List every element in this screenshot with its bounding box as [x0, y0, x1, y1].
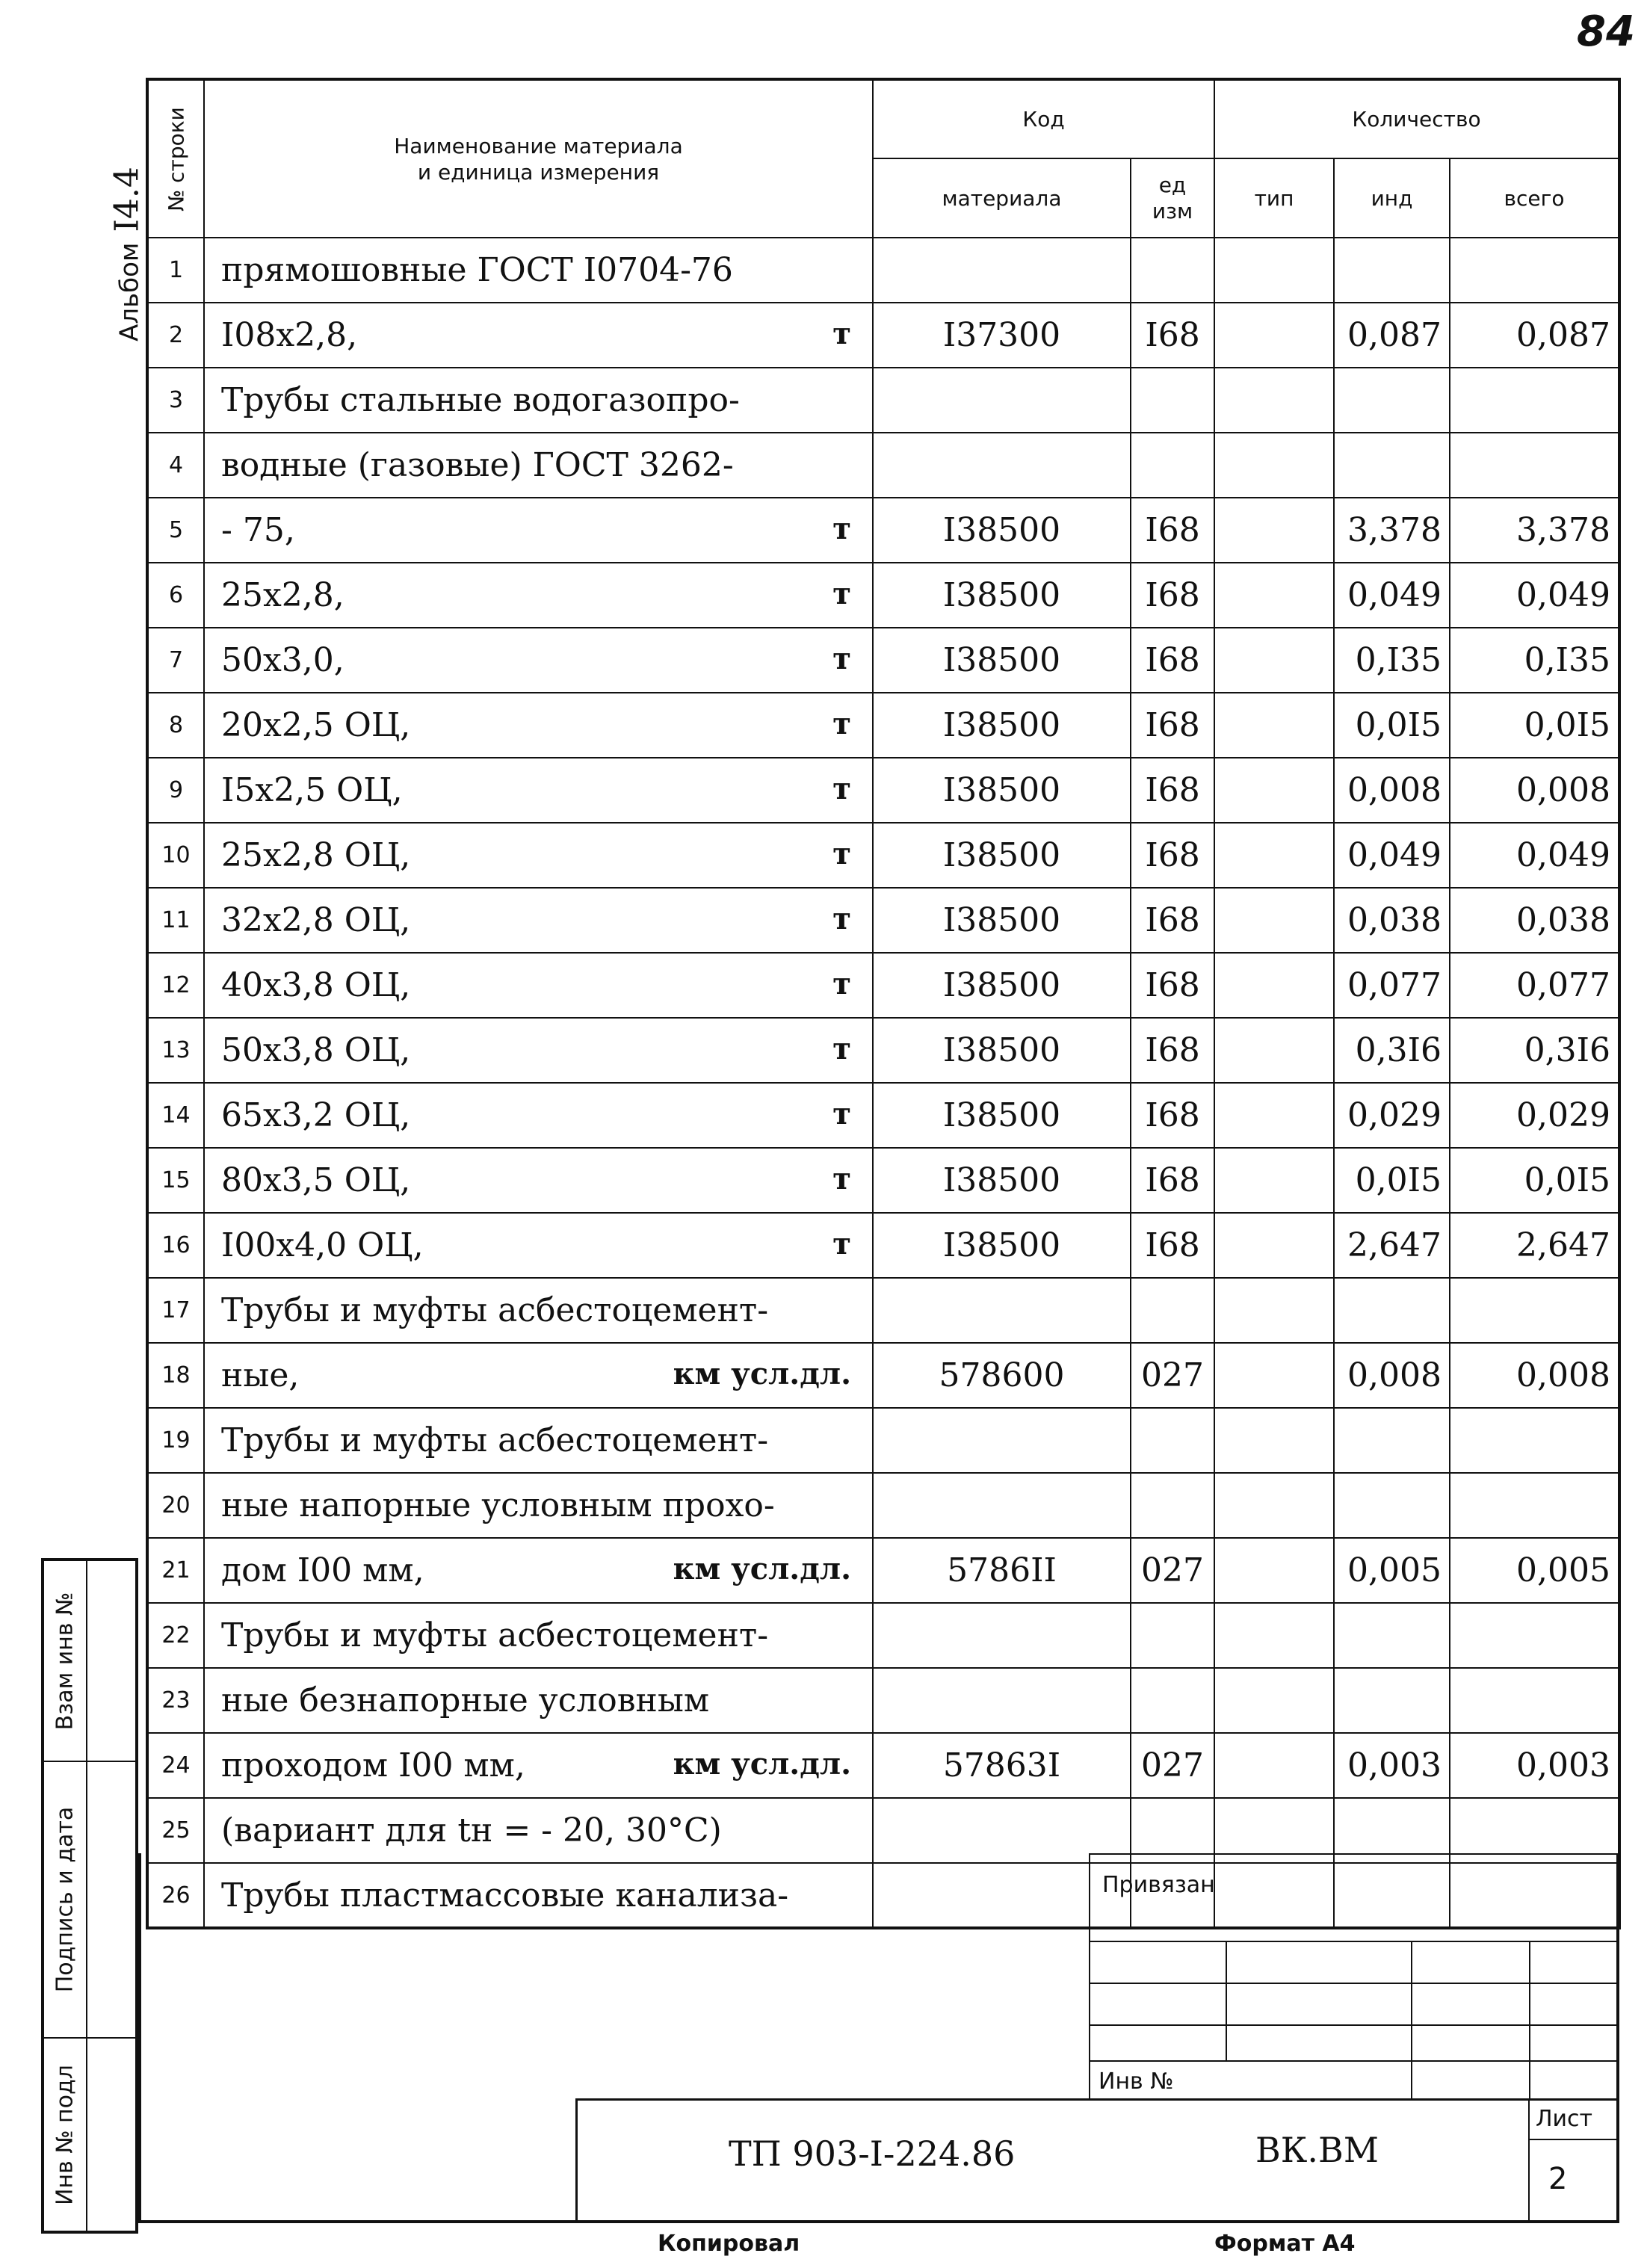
materials-table	[146, 78, 1621, 1929]
album-label	[108, 167, 146, 342]
quantity-ind	[1334, 1473, 1450, 1538]
material-name: ные безнапорные условным	[204, 1668, 873, 1733]
table-row	[147, 1733, 1619, 1798]
unit-code: I68	[1131, 1083, 1214, 1148]
unit-code: I68	[1131, 498, 1214, 563]
material-name: 50х3,0, т	[204, 628, 873, 693]
measure-unit: км усл.дл.	[673, 1551, 851, 1586]
quantity-ind	[1334, 433, 1450, 498]
quantity-total: 2,647	[1450, 1213, 1619, 1278]
quantity-total: 0,008	[1450, 1343, 1619, 1408]
quantity-ind: 0,049	[1334, 823, 1450, 888]
page-number: 84	[1577, 7, 1635, 56]
unit-code: I68	[1131, 563, 1214, 628]
quantity-type	[1214, 303, 1334, 368]
header-material-code: материала	[873, 158, 1131, 238]
material-code: I38500	[873, 758, 1131, 823]
unit-code: 027	[1131, 1343, 1214, 1408]
quantity-type	[1214, 758, 1334, 823]
measure-unit: т	[832, 1031, 851, 1066]
quantity-ind: 3,378	[1334, 498, 1450, 563]
table-row	[147, 1473, 1619, 1538]
material-name: Трубы и муфты асбестоцемент-	[204, 1408, 873, 1473]
sheet-number: 2	[1548, 2162, 1568, 2196]
material-name: I08х2,8, т	[204, 303, 873, 368]
material-name: Трубы и муфты асбестоцемент-	[204, 1278, 873, 1343]
quantity-ind: 0,038	[1334, 888, 1450, 953]
unit-code: I68	[1131, 953, 1214, 1018]
row-number: 15	[147, 1148, 204, 1213]
copied-label: Копировал	[658, 2231, 800, 2257]
measure-unit: т	[832, 1161, 851, 1196]
material-name: 25х2,8 ОЦ, т	[204, 823, 873, 888]
quantity-type	[1214, 1408, 1334, 1473]
quantity-ind	[1334, 1408, 1450, 1473]
sheet-label: Лист	[1536, 2106, 1593, 2132]
quantity-total	[1450, 1668, 1619, 1733]
unit-code: 027	[1131, 1733, 1214, 1798]
quantity-type	[1214, 563, 1334, 628]
table-row	[147, 1148, 1619, 1213]
format-label: Формат А4	[1214, 2231, 1356, 2257]
material-code: I38500	[873, 1083, 1131, 1148]
quantity-ind: 0,003	[1334, 1733, 1450, 1798]
quantity-ind: 0,0I5	[1334, 1148, 1450, 1213]
swap-inv-label: Взам инв №	[43, 1560, 87, 1761]
measure-unit: т	[832, 1096, 851, 1131]
row-number: 5	[147, 498, 204, 563]
table-row	[147, 563, 1619, 628]
unit-code: I68	[1131, 1148, 1214, 1213]
quantity-type	[1214, 1213, 1334, 1278]
header-quantity-ind: инд	[1334, 158, 1450, 238]
quantity-total: 0,005	[1450, 1538, 1619, 1603]
material-code: I38500	[873, 823, 1131, 888]
quantity-ind: 0,008	[1334, 1343, 1450, 1408]
quantity-ind: 0,029	[1334, 1083, 1450, 1148]
material-code	[873, 238, 1131, 303]
material-name: ные, км усл.дл.	[204, 1343, 873, 1408]
quantity-type	[1214, 1278, 1334, 1343]
unit-code	[1131, 1668, 1214, 1733]
material-code: I38500	[873, 498, 1131, 563]
quantity-total: 3,378	[1450, 498, 1619, 563]
quantity-type	[1214, 238, 1334, 303]
material-name: 40х3,8 ОЦ, т	[204, 953, 873, 1018]
row-number: 6	[147, 563, 204, 628]
material-name: Трубы пластмассовые канализа-	[204, 1863, 873, 1928]
quantity-ind: 0,I35	[1334, 628, 1450, 693]
table-row	[147, 953, 1619, 1018]
material-code	[873, 1473, 1131, 1538]
row-number: 14	[147, 1083, 204, 1148]
quantity-type	[1214, 888, 1334, 953]
quantity-ind: 0,3I6	[1334, 1018, 1450, 1083]
quantity-type	[1214, 1343, 1334, 1408]
table-row	[147, 693, 1619, 758]
measure-unit: т	[832, 576, 851, 611]
unit-code: I68	[1131, 303, 1214, 368]
quantity-type	[1214, 1083, 1334, 1148]
material-code: I38500	[873, 1018, 1131, 1083]
row-number: 17	[147, 1278, 204, 1343]
quantity-type	[1214, 628, 1334, 693]
document-code: ТП 903-I-224.86	[729, 2133, 1016, 2174]
material-name: 65х3,2 ОЦ, т	[204, 1083, 873, 1148]
quantity-ind: 0,077	[1334, 953, 1450, 1018]
quantity-total	[1450, 238, 1619, 303]
unit-code: I68	[1131, 888, 1214, 953]
row-number: 1	[147, 238, 204, 303]
quantity-ind	[1334, 368, 1450, 433]
quantity-total: 0,077	[1450, 953, 1619, 1018]
side-stamp	[41, 1558, 138, 2234]
row-number: 13	[147, 1018, 204, 1083]
row-number: 18	[147, 1343, 204, 1408]
album-label-text: Альбом	[114, 242, 145, 342]
quantity-ind: 2,647	[1334, 1213, 1450, 1278]
quantity-ind	[1334, 1278, 1450, 1343]
quantity-ind	[1334, 1603, 1450, 1668]
table-row	[147, 1408, 1619, 1473]
quantity-ind	[1334, 1668, 1450, 1733]
row-number: 8	[147, 693, 204, 758]
header-code-group: Код	[873, 79, 1214, 158]
row-number: 26	[147, 1863, 204, 1928]
material-code: I37300	[873, 303, 1131, 368]
table-row	[147, 368, 1619, 433]
unit-code: I68	[1131, 1018, 1214, 1083]
quantity-total: 0,008	[1450, 758, 1619, 823]
material-name: Трубы стальные водогазопро-	[204, 368, 873, 433]
row-number: 11	[147, 888, 204, 953]
table-row	[147, 303, 1619, 368]
unit-code: I68	[1131, 693, 1214, 758]
table-body	[147, 238, 1619, 1928]
material-name: 80х3,5 ОЦ, т	[204, 1148, 873, 1213]
quantity-total	[1450, 433, 1619, 498]
row-number: 9	[147, 758, 204, 823]
measure-unit: т	[832, 771, 851, 806]
quantity-total: 0,029	[1450, 1083, 1619, 1148]
material-code	[873, 433, 1131, 498]
measure-unit: т	[832, 706, 851, 741]
attached-grid-col-1	[1226, 1941, 1412, 2062]
table-row	[147, 1213, 1619, 1278]
material-name: прямошовные ГОСТ I0704-76	[204, 238, 873, 303]
sign-date-field	[87, 1761, 137, 2038]
row-number: 10	[147, 823, 204, 888]
quantity-type	[1214, 953, 1334, 1018]
measure-unit: т	[832, 641, 851, 676]
table-row	[147, 628, 1619, 693]
material-code: I38500	[873, 1148, 1131, 1213]
unit-code	[1131, 433, 1214, 498]
quantity-total	[1450, 1473, 1619, 1538]
unit-code: 027	[1131, 1538, 1214, 1603]
quantity-total: 0,087	[1450, 303, 1619, 368]
table-row	[147, 498, 1619, 563]
table-row	[147, 1668, 1619, 1733]
quantity-type	[1214, 368, 1334, 433]
material-name: проходом I00 мм, км усл.дл.	[204, 1733, 873, 1798]
material-name: дом I00 мм, км усл.дл.	[204, 1538, 873, 1603]
material-code: 5786II	[873, 1538, 1131, 1603]
material-code: I38500	[873, 693, 1131, 758]
attached-label: Привязан	[1102, 1872, 1215, 1898]
row-number: 4	[147, 433, 204, 498]
material-code	[873, 1603, 1131, 1668]
material-code	[873, 368, 1131, 433]
quantity-type	[1214, 1603, 1334, 1668]
row-number: 12	[147, 953, 204, 1018]
row-number: 23	[147, 1668, 204, 1733]
quantity-type	[1214, 433, 1334, 498]
unit-code: I68	[1131, 1213, 1214, 1278]
material-name: 20х2,5 ОЦ, т	[204, 693, 873, 758]
table-row	[147, 1538, 1619, 1603]
quantity-type	[1214, 693, 1334, 758]
quantity-total: 0,0I5	[1450, 693, 1619, 758]
unit-code	[1131, 1408, 1214, 1473]
table-row	[147, 823, 1619, 888]
inv-orig-label: Инв № подл	[43, 2038, 87, 2232]
quantity-ind: 0,005	[1334, 1538, 1450, 1603]
material-code: I38500	[873, 628, 1131, 693]
inv-orig-field	[87, 2038, 137, 2232]
quantity-ind: 0,049	[1334, 563, 1450, 628]
measure-unit: т	[832, 836, 851, 871]
material-name: 25х2,8, т	[204, 563, 873, 628]
quantity-type	[1214, 1018, 1334, 1083]
measure-unit: т	[832, 511, 851, 546]
quantity-total: 0,049	[1450, 563, 1619, 628]
document-mark: ВК.ВМ	[1255, 2130, 1379, 2170]
material-name: Трубы и муфты асбестоцемент-	[204, 1603, 873, 1668]
material-name: (вариант для tн = - 20, 30°С)	[204, 1798, 873, 1863]
measure-unit: км усл.дл.	[673, 1746, 851, 1782]
header-quantity-group: Количество	[1214, 79, 1619, 158]
quantity-total: 0,0I5	[1450, 1148, 1619, 1213]
unit-code	[1131, 1603, 1214, 1668]
row-number: 24	[147, 1733, 204, 1798]
sign-date-label: Подпись и дата	[43, 1761, 87, 2038]
material-name: 50х3,8 ОЦ, т	[204, 1018, 873, 1083]
row-number: 22	[147, 1603, 204, 1668]
material-code: I38500	[873, 888, 1131, 953]
material-code: I38500	[873, 953, 1131, 1018]
material-name: водные (газовые) ГОСТ 3262-	[204, 433, 873, 498]
material-name: - 75, т	[204, 498, 873, 563]
inv-no-label: Инв №	[1099, 2068, 1174, 2095]
unit-code	[1131, 368, 1214, 433]
quantity-ind: 0,008	[1334, 758, 1450, 823]
table-row	[147, 888, 1619, 953]
quantity-ind: 0,087	[1334, 303, 1450, 368]
material-name: ные напорные условным прохо-	[204, 1473, 873, 1538]
table-row	[147, 1343, 1619, 1408]
material-name: 32х2,8 ОЦ, т	[204, 888, 873, 953]
measure-unit: т	[832, 1226, 851, 1261]
quantity-type	[1214, 498, 1334, 563]
quantity-type	[1214, 1538, 1334, 1603]
row-number: 3	[147, 368, 204, 433]
unit-code: I68	[1131, 823, 1214, 888]
header-unit-code: ед изм	[1131, 158, 1214, 238]
row-number: 20	[147, 1473, 204, 1538]
quantity-ind: 0,0I5	[1334, 693, 1450, 758]
table-row	[147, 1278, 1619, 1343]
header-row-number: № строки	[147, 79, 204, 238]
measure-unit: км усл.дл.	[673, 1356, 851, 1391]
material-name: I00х4,0 ОЦ, т	[204, 1213, 873, 1278]
row-number: 16	[147, 1213, 204, 1278]
table-row	[147, 1083, 1619, 1148]
material-code: I38500	[873, 563, 1131, 628]
quantity-total: 0,3I6	[1450, 1018, 1619, 1083]
quantity-total	[1450, 1278, 1619, 1343]
quantity-ind	[1334, 238, 1450, 303]
row-number: 7	[147, 628, 204, 693]
material-code: I38500	[873, 1213, 1131, 1278]
attached-grid-col-2	[1411, 1941, 1530, 2100]
quantity-type	[1214, 1668, 1334, 1733]
material-code	[873, 1278, 1131, 1343]
unit-code: I68	[1131, 758, 1214, 823]
header-quantity-total: всего	[1450, 158, 1619, 238]
material-code	[873, 1668, 1131, 1733]
row-number: 21	[147, 1538, 204, 1603]
unit-code: I68	[1131, 628, 1214, 693]
table-row	[147, 1603, 1619, 1668]
row-number: 25	[147, 1798, 204, 1863]
material-code	[873, 1408, 1131, 1473]
quantity-total	[1450, 1603, 1619, 1668]
material-code: 578600	[873, 1343, 1131, 1408]
quantity-type	[1214, 1148, 1334, 1213]
quantity-type	[1214, 1473, 1334, 1538]
material-name: I5х2,5 ОЦ, т	[204, 758, 873, 823]
album-number: I4.4	[108, 167, 146, 232]
measure-unit: т	[832, 316, 851, 351]
quantity-total	[1450, 368, 1619, 433]
quantity-total: 0,I35	[1450, 628, 1619, 693]
quantity-total: 0,038	[1450, 888, 1619, 953]
row-number: 19	[147, 1408, 204, 1473]
quantity-type	[1214, 1733, 1334, 1798]
header-material-name: Наименование материала и единица измерения	[204, 79, 873, 238]
table-row	[147, 1018, 1619, 1083]
table-row	[147, 433, 1619, 498]
measure-unit: т	[832, 901, 851, 936]
quantity-total: 0,049	[1450, 823, 1619, 888]
quantity-type	[1214, 823, 1334, 888]
quantity-total: 0,003	[1450, 1733, 1619, 1798]
unit-code	[1131, 238, 1214, 303]
measure-unit: т	[832, 966, 851, 1001]
header-quantity-type: тип	[1214, 158, 1334, 238]
swap-inv-field	[87, 1560, 137, 1761]
unit-code	[1131, 1473, 1214, 1538]
unit-code	[1131, 1278, 1214, 1343]
quantity-total	[1450, 1408, 1619, 1473]
row-number: 2	[147, 303, 204, 368]
material-code: 57863I	[873, 1733, 1131, 1798]
table-row	[147, 238, 1619, 303]
table-row	[147, 758, 1619, 823]
